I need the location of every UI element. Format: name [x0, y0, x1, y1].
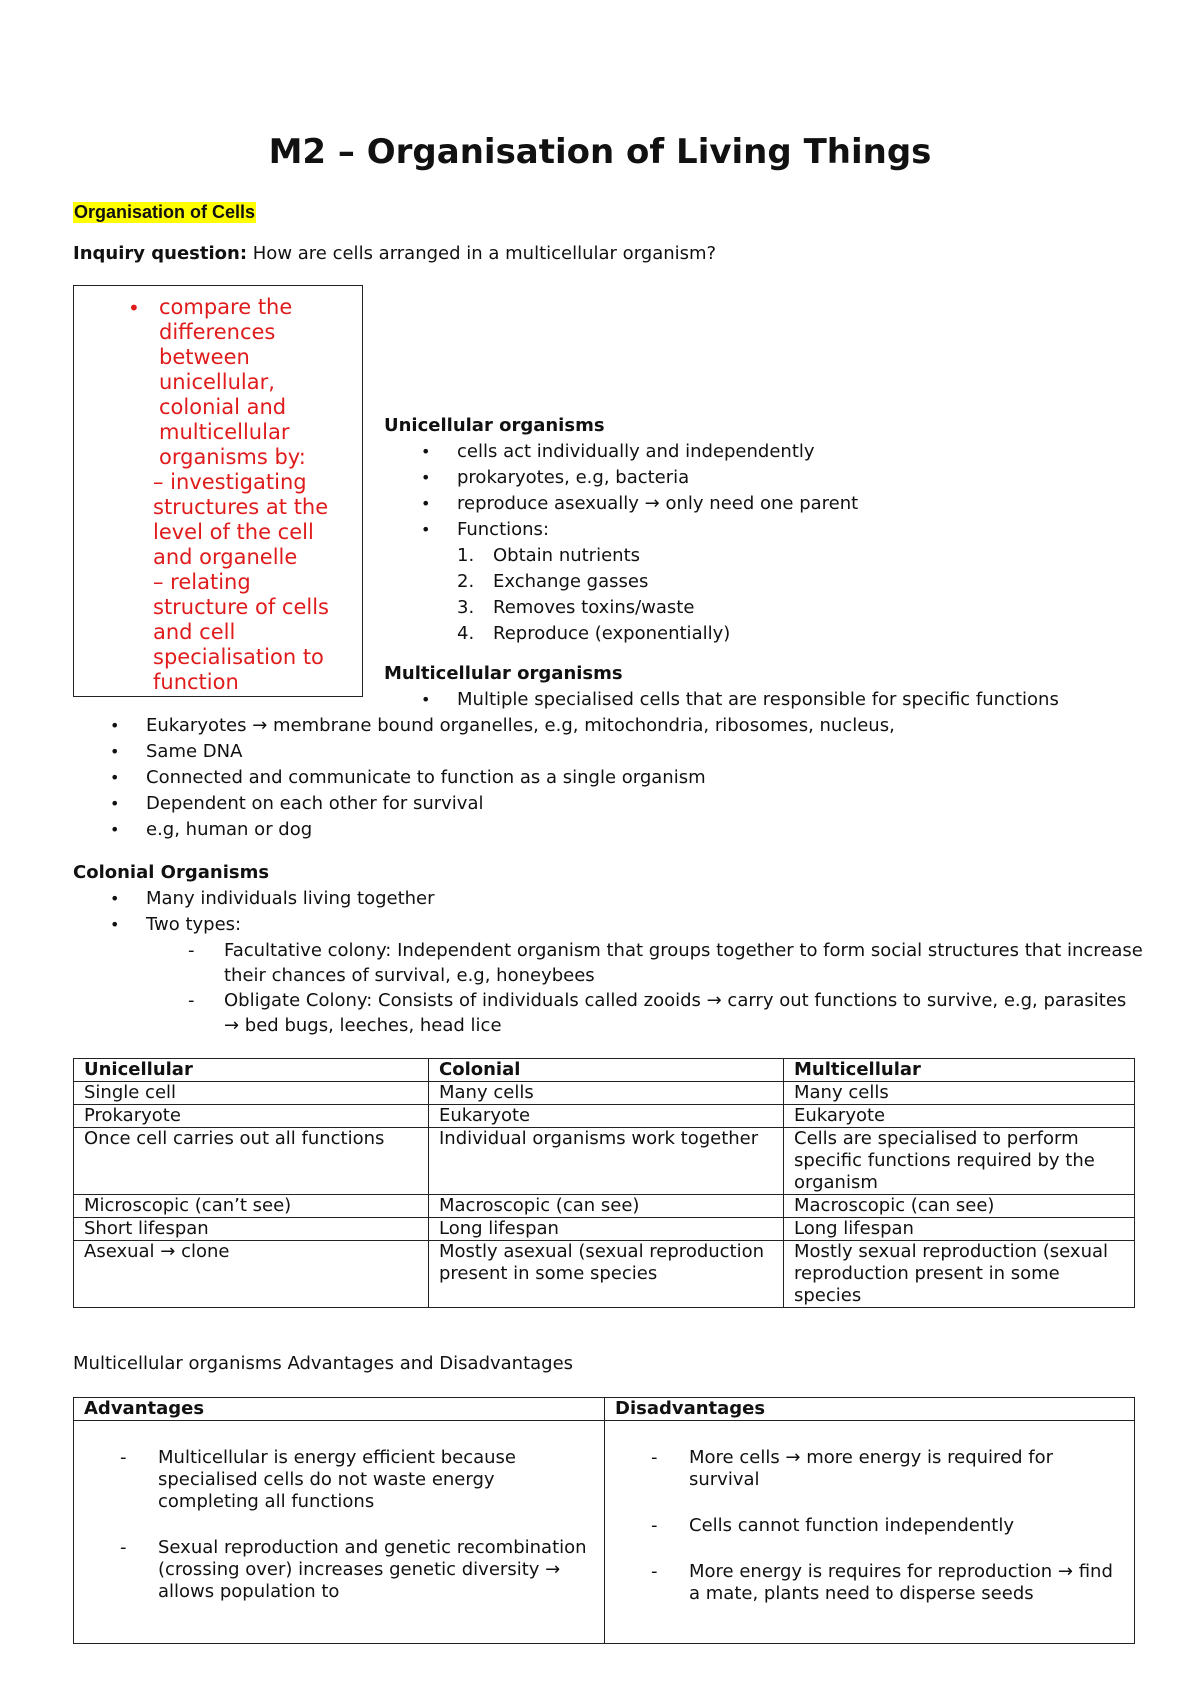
table-row: [74, 1105, 1135, 1128]
list-text: Removes toxins/waste: [493, 597, 695, 618]
adv-caption: Multicellular organisms Advantages and Disadvantages: [73, 1353, 574, 1374]
syllabus-line: multicellular: [159, 420, 290, 444]
table-row: [74, 1218, 1135, 1241]
table-cell: Microscopic (can’t see): [74, 1195, 429, 1218]
list-number: 4.: [457, 623, 475, 644]
syllabus-line: level of the cell: [153, 520, 314, 544]
syllabus-line: colonial and: [159, 395, 287, 419]
table-header-row: [74, 1059, 1135, 1082]
list-item: - More cells → more energy is required for survival: [689, 1447, 1124, 1491]
advantages-table: [73, 1397, 1135, 1644]
list-item: • Many individuals living together: [146, 886, 435, 912]
list-number: 1.: [457, 545, 475, 566]
table-cell: Long lifespan: [784, 1218, 1135, 1241]
colonial-heading: Colonial Organisms: [73, 862, 270, 883]
unicellular-heading: Unicellular organisms: [384, 415, 605, 436]
list-item: • prokaryotes, e.g, bacteria: [457, 465, 858, 491]
syllabus-line: organisms by:: [159, 445, 306, 469]
table-cell: Asexual → clone: [74, 1241, 429, 1308]
multicellular-list: [146, 713, 895, 843]
disadvantages-cell: [605, 1421, 1135, 1644]
syllabus-line: differences: [159, 320, 276, 344]
column-header: Unicellular: [74, 1059, 429, 1082]
inquiry-question: [73, 243, 716, 265]
colony-types-list: [224, 938, 1144, 1038]
table-row: [74, 1421, 1135, 1644]
syllabus-box: [73, 285, 363, 697]
advantages-list: [84, 1447, 594, 1603]
table-cell: Eukaryote: [429, 1105, 784, 1128]
list-text: Reproduce (exponentially): [493, 623, 731, 644]
disadvantages-list: [615, 1447, 1124, 1605]
multicellular-list-right: [457, 687, 1059, 713]
column-header: Advantages: [74, 1398, 605, 1421]
list-item: • Same DNA: [146, 739, 895, 765]
list-item: - Facultative colony: Independent organism that groups together to form social structures that increase their chances of survival, e.g, honeybees: [224, 938, 1144, 988]
table-cell: Many cells: [429, 1082, 784, 1105]
list-text: Obtain nutrients: [493, 545, 641, 566]
comparison-table: [73, 1058, 1135, 1308]
syllabus-line: function: [153, 670, 239, 694]
functions-list: [457, 543, 858, 647]
list-item: • Dependent on each other for survival: [146, 791, 895, 817]
syllabus-line: compare the: [159, 295, 293, 319]
table-cell: Short lifespan: [74, 1218, 429, 1241]
table-row: [74, 1082, 1135, 1105]
table-row: [74, 1195, 1135, 1218]
table-cell: Many cells: [784, 1082, 1135, 1105]
list-item: • e.g, human or dog: [146, 817, 895, 843]
list-item: • Two types:: [146, 912, 435, 938]
unicellular-list: [457, 439, 858, 543]
column-header: Disadvantages: [605, 1398, 1135, 1421]
list-item: [457, 621, 858, 647]
list-item: • cells act individually and independently: [457, 439, 858, 465]
list-item: • Functions:: [457, 517, 858, 543]
syllabus-line: and organelle: [153, 545, 298, 569]
list-text: Exchange gasses: [493, 571, 649, 592]
table-cell: Long lifespan: [429, 1218, 784, 1241]
list-item: [457, 595, 858, 621]
table-cell: Once cell carries out all functions: [74, 1128, 429, 1195]
table-row: [74, 1128, 1135, 1195]
list-item: • Multiple specialised cells that are responsible for specific functions: [457, 687, 1059, 713]
column-header: Multicellular: [784, 1059, 1135, 1082]
syllabus-line: between: [159, 345, 250, 369]
unicellular-section: [384, 413, 858, 647]
list-item: - Obligate Colony: Consists of individuals called zooids → carry out functions to survive, e.g, parasites → bed bugs, leeches, head lice: [224, 988, 1144, 1038]
table-cell: Eukaryote: [784, 1105, 1135, 1128]
list-item: - More energy is requires for reproduction → find a mate, plants need to disperse seeds: [689, 1561, 1124, 1605]
table-cell: Macroscopic (can see): [429, 1195, 784, 1218]
list-item: - Multicellular is energy efficient because specialised cells do not waste energy completing all functions: [158, 1447, 594, 1513]
syllabus-bullet: •: [128, 296, 140, 320]
list-item: - Sexual reproduction and genetic recombination (crossing over) increases genetic diversity → allows population to: [158, 1537, 594, 1603]
syllabus-line: and cell: [153, 620, 236, 644]
advantages-cell: [74, 1421, 605, 1644]
table-cell: Single cell: [74, 1082, 429, 1105]
inquiry-label: Inquiry question:: [73, 243, 248, 264]
table-cell: Mostly sexual reproduction (sexual reproduction present in some species: [784, 1241, 1135, 1308]
list-item: [457, 543, 858, 569]
syllabus-line: structures at the: [153, 495, 329, 519]
section-heading: Organisation of Cells: [74, 202, 256, 222]
list-number: 3.: [457, 597, 475, 618]
list-item: • reproduce asexually → only need one parent: [457, 491, 858, 517]
syllabus-line: structure of cells: [153, 595, 329, 619]
syllabus-text: [153, 295, 329, 695]
syllabus-line: unicellular,: [159, 370, 275, 394]
list-item: • Eukaryotes → membrane bound organelles, e.g, mitochondria, ribosomes, nucleus,: [146, 713, 895, 739]
list-item: - Cells cannot function independently: [689, 1515, 1124, 1537]
syllabus-line: specialisation to: [153, 645, 324, 669]
syllabus-line: – relating: [153, 570, 251, 594]
table-cell: Macroscopic (can see): [784, 1195, 1135, 1218]
list-item: • Connected and communicate to function as a single organism: [146, 765, 895, 791]
table-row: [74, 1241, 1135, 1308]
table-cell: Prokaryote: [74, 1105, 429, 1128]
syllabus-line: – investigating: [153, 470, 307, 494]
table-header-row: [74, 1398, 1135, 1421]
page-title: M2 – Organisation of Living Things: [268, 132, 932, 172]
table-cell: Mostly asexual (sexual reproduction present in some species: [429, 1241, 784, 1308]
column-header: Colonial: [429, 1059, 784, 1082]
colonial-list: [146, 886, 435, 938]
multicellular-heading: Multicellular organisms: [384, 663, 623, 684]
inquiry-text: How are cells arranged in a multicellular organism?: [247, 243, 717, 264]
list-item: [457, 569, 858, 595]
table-cell: Cells are specialised to perform specific functions required by the organism: [784, 1128, 1135, 1195]
table-cell: Individual organisms work together: [429, 1128, 784, 1195]
list-number: 2.: [457, 571, 475, 592]
